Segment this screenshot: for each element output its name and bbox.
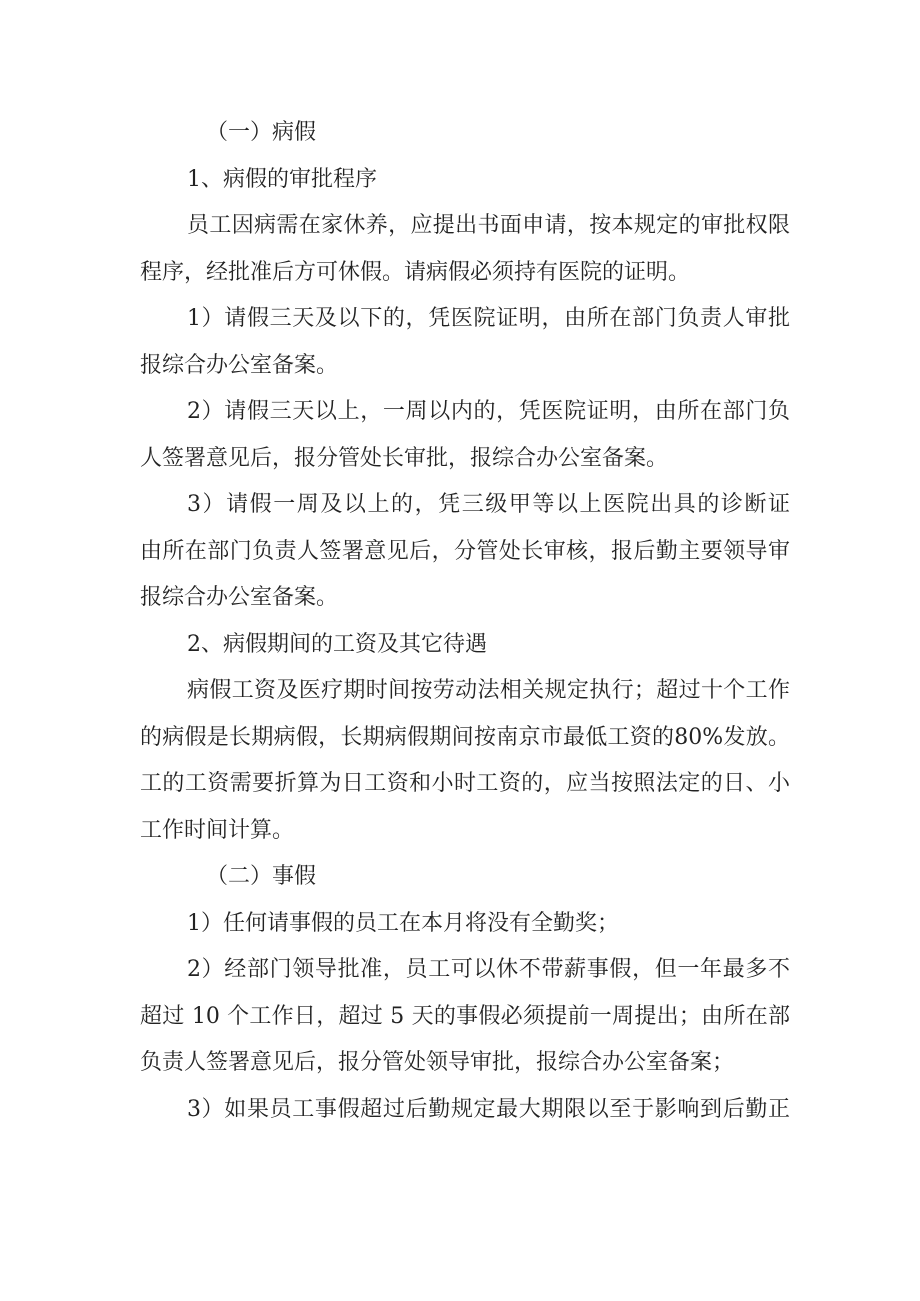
text-line: 3）请假一周及以上的，凭三级甲等以上医院出具的诊断证 xyxy=(187,492,790,517)
text-line: （二）事假 xyxy=(206,864,317,889)
document-body xyxy=(140,110,790,1133)
text-line: 工作时间计算。 xyxy=(140,817,295,843)
text-line: 人签署意见后，报分管处长审批，报综合办公室备案。 xyxy=(140,445,669,471)
text-line: 负责人签署意见后，报分管处领导审批，报综合办公室备案； xyxy=(140,1050,735,1075)
text-line: 工的工资需要折算为日工资和小时工资的，应当按照法定的日、小 xyxy=(140,771,790,796)
text-line: 的病假是长期病假，长期病假期间按南京市最低工资的80%发放。 xyxy=(140,724,790,750)
text-line: 1、病假的审批程序 xyxy=(187,166,377,192)
text-line: 员工因病需在家休养，应提出书面申请，按本规定的审批权限 xyxy=(187,213,790,238)
text-line: 2、病假期间的工资及其它待遇 xyxy=(187,631,487,657)
text-line: （一）病假 xyxy=(206,120,317,145)
text-line: 1）请假三天及以下的，凭医院证明，由所在部门负责人审批 xyxy=(187,306,790,331)
text-line: 2）经部门领导批准，员工可以休不带薪事假，但一年最多不 xyxy=(187,957,790,982)
text-line: 由所在部门负责人签署意见后，分管处长审核，报后勤主要领导审 xyxy=(140,538,790,564)
text-line: 1）任何请事假的员工在本月将没有全勤奖； xyxy=(187,910,619,936)
text-line: 3）如果员工事假超过后勤规定最大期限以至于影响到后勤正 xyxy=(187,1096,790,1122)
text-line: 报综合办公室备案。 xyxy=(140,585,339,610)
text-line: 病假工资及医疗期时间按劳动法相关规定执行；超过十个工作 xyxy=(187,678,790,703)
text-line: 报综合办公室备案。 xyxy=(140,352,339,378)
text-line: 2）请假三天以上，一周以内的，凭医院证明，由所在部门负 xyxy=(187,399,790,424)
text-line: 超过 10 个工作日，超过 5 天的事假必须提前一周提出；由所在部 xyxy=(140,1003,790,1029)
text-line: 程序，经批准后方可休假。请病假必须持有医院的证明。 xyxy=(140,259,691,285)
